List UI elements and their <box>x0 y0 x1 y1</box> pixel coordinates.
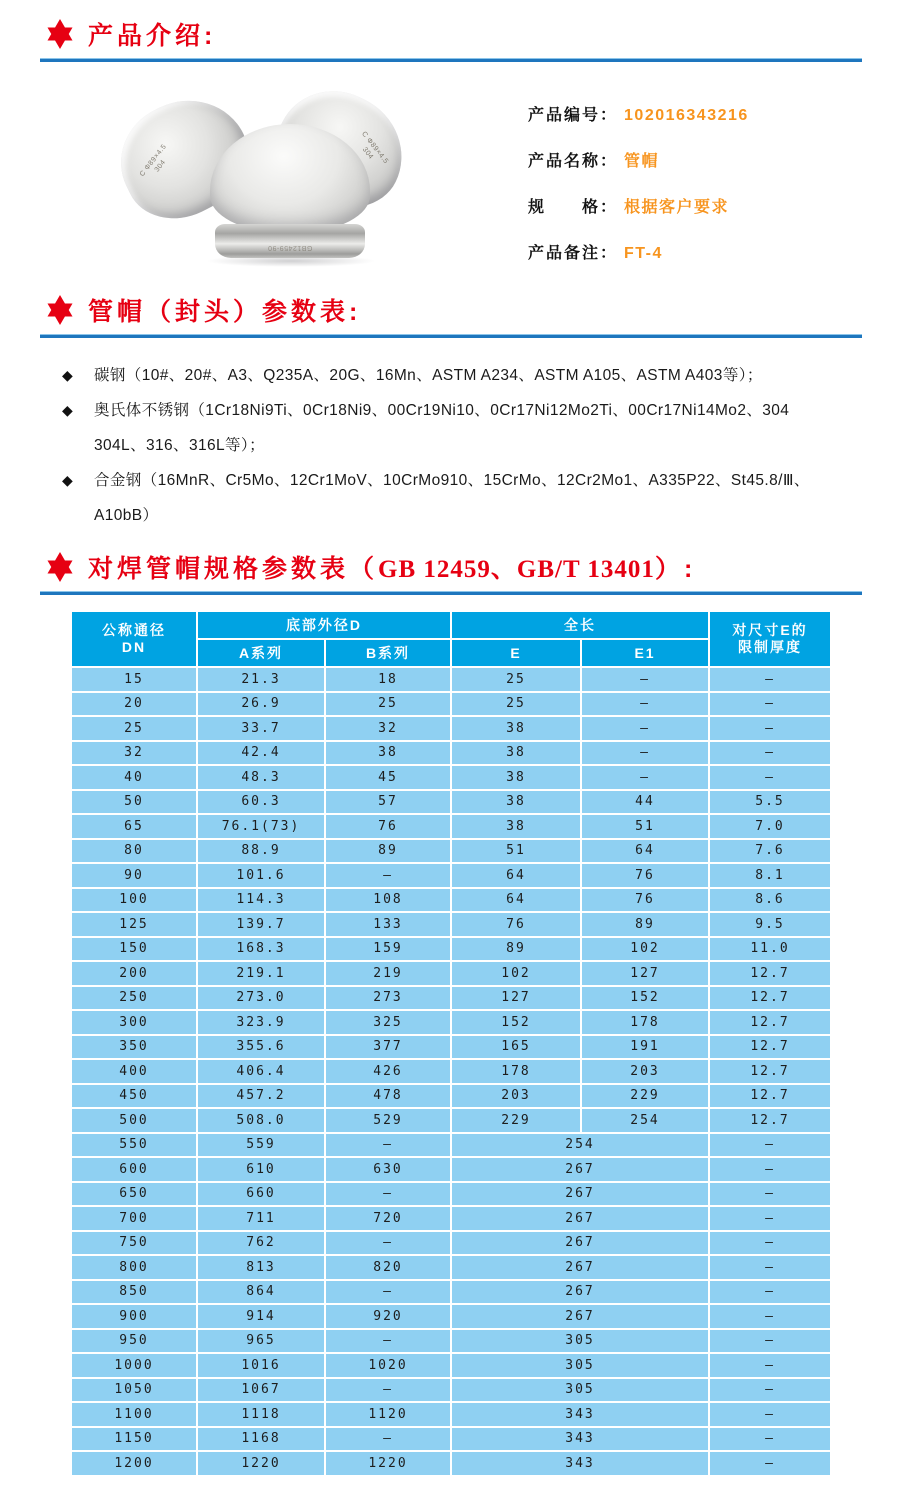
material-bullet-list <box>60 358 870 533</box>
table-cell: 1200 <box>71 1451 197 1476</box>
table-cell: 20 <box>71 692 197 717</box>
table-cell: – <box>709 1353 831 1378</box>
table-cell: 89 <box>325 839 451 864</box>
field-value: 根据客户要求 <box>624 199 730 216</box>
table-cell: 229 <box>581 1084 709 1109</box>
table-cell: – <box>325 1427 451 1452</box>
table-row <box>71 1157 831 1182</box>
table-cell: 88.9 <box>197 839 325 864</box>
product-info-row <box>528 240 749 262</box>
table-row <box>71 790 831 815</box>
table-row <box>71 814 831 839</box>
table-cell: 1050 <box>71 1378 197 1403</box>
table-row <box>71 1427 831 1452</box>
table-cell: 323.9 <box>197 1010 325 1035</box>
table-cell: 50 <box>71 790 197 815</box>
table-row <box>71 1402 831 1427</box>
table-cell: 478 <box>325 1084 451 1109</box>
table-cell: 45 <box>325 765 451 790</box>
bullet-line: 304L、316、316L等）； <box>94 437 265 454</box>
table-cell: 377 <box>325 1035 451 1060</box>
table-cell: 762 <box>197 1231 325 1256</box>
spec-table <box>70 610 832 1477</box>
col-header-dn: 公称通径 DN <box>71 611 197 667</box>
table-cell: 1067 <box>197 1378 325 1403</box>
table-row <box>71 765 831 790</box>
table-cell: 152 <box>581 986 709 1011</box>
table-cell: 40 <box>71 765 197 790</box>
col-header-e: E <box>451 639 581 667</box>
table-cell: 51 <box>451 839 581 864</box>
bullet-line: 合金钢（16MnR、Cr5Mo、12Cr1MoV、10CrMo910、15CrMo、12Cr2Mo1、A335P22、St45.8/Ⅲ、 <box>94 472 810 489</box>
table-cell: 850 <box>71 1280 197 1305</box>
table-cell: 76 <box>581 888 709 913</box>
table-cell: 42.4 <box>197 741 325 766</box>
section-divider <box>40 591 862 595</box>
table-cell: – <box>709 765 831 790</box>
table-cell: 920 <box>325 1304 451 1329</box>
table-cell: 64 <box>451 888 581 913</box>
table-cell: 350 <box>71 1035 197 1060</box>
material-bullet <box>60 358 870 393</box>
table-cell: 25 <box>451 667 581 692</box>
table-cell: 26.9 <box>197 692 325 717</box>
table-row <box>71 1353 831 1378</box>
table-cell: 219 <box>325 961 451 986</box>
table-cell: 90 <box>71 863 197 888</box>
table-row <box>71 1451 831 1476</box>
table-row <box>71 667 831 692</box>
table-cell: 450 <box>71 1084 197 1109</box>
table-cell: 610 <box>197 1157 325 1182</box>
table-cell: 64 <box>581 839 709 864</box>
table-cell: 127 <box>451 986 581 1011</box>
table-cell: 273.0 <box>197 986 325 1011</box>
table-cell: 914 <box>197 1304 325 1329</box>
table-cell: 38 <box>451 790 581 815</box>
cap-marking: GB12459-90 <box>267 244 313 251</box>
cap-marking: C Φ89×4.5 304 <box>138 143 169 179</box>
star-icon <box>44 551 76 583</box>
table-row <box>71 1084 831 1109</box>
table-cell: 950 <box>71 1329 197 1354</box>
table-cell: 38 <box>451 716 581 741</box>
material-bullet <box>60 463 870 533</box>
table-cell: 25 <box>325 692 451 717</box>
table-cell: – <box>325 1133 451 1158</box>
table-row <box>71 1108 831 1133</box>
table-cell: 12.7 <box>709 961 831 986</box>
table-cell: 550 <box>71 1133 197 1158</box>
bullet-line: 碳钢（10#、20#、A3、Q235A、20G、16Mn、ASTM A234、ASTM A105、ASTM A403等）； <box>94 367 763 384</box>
table-cell: 203 <box>451 1084 581 1109</box>
table-cell: – <box>709 716 831 741</box>
table-cell: 76 <box>581 863 709 888</box>
table-cell: 178 <box>451 1059 581 1084</box>
table-cell: 267 <box>451 1206 709 1231</box>
table-row <box>71 863 831 888</box>
table-cell: 700 <box>71 1206 197 1231</box>
table-cell: 219.1 <box>197 961 325 986</box>
table-cell: 267 <box>451 1157 709 1182</box>
table-row <box>71 839 831 864</box>
table-cell: 12.7 <box>709 1108 831 1133</box>
table-cell: 38 <box>451 741 581 766</box>
table-row <box>71 741 831 766</box>
table-cell: 267 <box>451 1182 709 1207</box>
table-cell: 33.7 <box>197 716 325 741</box>
field-label: 规 格： <box>528 199 619 216</box>
table-cell: 660 <box>197 1182 325 1207</box>
col-header-a-series: A系列 <box>197 639 325 667</box>
table-cell: – <box>581 716 709 741</box>
field-label: 产品名称： <box>528 153 619 170</box>
table-cell: 150 <box>71 937 197 962</box>
table-cell: 406.4 <box>197 1059 325 1084</box>
field-value: 管帽 <box>624 153 660 170</box>
table-cell: 9.5 <box>709 912 831 937</box>
table-cell: 254 <box>451 1133 709 1158</box>
table-cell: 1220 <box>325 1451 451 1476</box>
table-cell: 343 <box>451 1427 709 1452</box>
section-spec-title: 对焊管帽规格参数表（GB 12459、GB/T 13401）: <box>88 555 697 583</box>
table-cell: – <box>709 1451 831 1476</box>
table-cell: 12.7 <box>709 1035 831 1060</box>
table-cell: 1000 <box>71 1353 197 1378</box>
table-cell: 152 <box>451 1010 581 1035</box>
table-cell: – <box>325 1182 451 1207</box>
product-info <box>528 102 749 286</box>
table-row <box>71 1378 831 1403</box>
table-cell: 559 <box>197 1133 325 1158</box>
star-icon <box>44 18 76 50</box>
table-cell: – <box>709 1206 831 1231</box>
table-cell: 508.0 <box>197 1108 325 1133</box>
table-cell: 15 <box>71 667 197 692</box>
table-cell: 11.0 <box>709 937 831 962</box>
table-cell: – <box>709 1402 831 1427</box>
pipe-cap-center <box>210 124 370 258</box>
table-cell: – <box>325 863 451 888</box>
table-cell: 1020 <box>325 1353 451 1378</box>
table-cell: – <box>581 692 709 717</box>
diamond-bullet-icon: ◆ <box>62 367 74 383</box>
table-cell: – <box>709 1231 831 1256</box>
section-intro-header <box>44 16 909 52</box>
col-header-length: 全长 <box>451 611 709 639</box>
table-row <box>71 1133 831 1158</box>
table-cell: 178 <box>581 1010 709 1035</box>
table-cell: 1118 <box>197 1402 325 1427</box>
table-row <box>71 986 831 1011</box>
table-cell: 12.7 <box>709 1010 831 1035</box>
table-cell: 1016 <box>197 1353 325 1378</box>
table-cell: 64 <box>451 863 581 888</box>
table-cell: 273 <box>325 986 451 1011</box>
table-cell: 820 <box>325 1255 451 1280</box>
col-header-e1: E1 <box>581 639 709 667</box>
table-cell: 139.7 <box>197 912 325 937</box>
product-info-row <box>528 148 749 170</box>
table-cell: 965 <box>197 1329 325 1354</box>
table-cell: – <box>709 692 831 717</box>
table-cell: 720 <box>325 1206 451 1231</box>
section-intro-title: 产品介绍: <box>88 22 217 50</box>
table-cell: 1150 <box>71 1427 197 1452</box>
table-cell: – <box>581 741 709 766</box>
section-spec-header <box>44 549 909 585</box>
table-cell: 343 <box>451 1451 709 1476</box>
table-cell: 127 <box>581 961 709 986</box>
table-row <box>71 1231 831 1256</box>
table-cell: 108 <box>325 888 451 913</box>
table-cell: 457.2 <box>197 1084 325 1109</box>
table-cell: – <box>325 1329 451 1354</box>
table-cell: – <box>709 1304 831 1329</box>
col-header-limit: 对尺寸E的 限制厚度 <box>709 611 831 667</box>
table-cell: 1220 <box>197 1451 325 1476</box>
table-cell: – <box>581 765 709 790</box>
table-cell: 5.5 <box>709 790 831 815</box>
table-cell: 60.3 <box>197 790 325 815</box>
table-row <box>71 912 831 937</box>
field-value: FT-4 <box>624 245 663 262</box>
table-cell: 7.0 <box>709 814 831 839</box>
bullet-line: A10bB） <box>94 507 159 524</box>
section-material-title: 管帽（封头）参数表: <box>88 298 362 326</box>
table-cell: 18 <box>325 667 451 692</box>
table-cell: 76 <box>325 814 451 839</box>
table-row <box>71 716 831 741</box>
table-cell: 254 <box>581 1108 709 1133</box>
table-cell: 355.6 <box>197 1035 325 1060</box>
table-cell: 159 <box>325 937 451 962</box>
table-cell: 267 <box>451 1280 709 1305</box>
table-row <box>71 937 831 962</box>
table-row <box>71 1280 831 1305</box>
table-cell: 32 <box>325 716 451 741</box>
table-cell: 133 <box>325 912 451 937</box>
table-cell: – <box>709 1427 831 1452</box>
table-cell: – <box>709 1255 831 1280</box>
table-cell: 1168 <box>197 1427 325 1452</box>
table-cell: – <box>709 1329 831 1354</box>
table-cell: 76 <box>451 912 581 937</box>
table-cell: – <box>581 667 709 692</box>
table-row <box>71 1010 831 1035</box>
star-icon <box>44 294 76 326</box>
table-cell: – <box>709 1378 831 1403</box>
table-row <box>71 961 831 986</box>
table-cell: – <box>709 667 831 692</box>
table-cell: 200 <box>71 961 197 986</box>
diamond-bullet-icon: ◆ <box>62 402 74 418</box>
table-cell: 102 <box>581 937 709 962</box>
intro-block <box>0 62 909 276</box>
table-cell: 8.6 <box>709 888 831 913</box>
table-cell: 250 <box>71 986 197 1011</box>
table-cell: 400 <box>71 1059 197 1084</box>
table-cell: 125 <box>71 912 197 937</box>
material-bullet <box>60 393 870 463</box>
table-cell: 89 <box>581 912 709 937</box>
table-cell: 711 <box>197 1206 325 1231</box>
table-cell: – <box>709 1133 831 1158</box>
table-row <box>71 1182 831 1207</box>
table-cell: 191 <box>581 1035 709 1060</box>
table-cell: 65 <box>71 814 197 839</box>
table-cell: – <box>709 741 831 766</box>
table-cell: 650 <box>71 1182 197 1207</box>
table-cell: – <box>709 1157 831 1182</box>
section-divider <box>40 334 862 338</box>
table-cell: 101.6 <box>197 863 325 888</box>
table-cell: 38 <box>325 741 451 766</box>
table-cell: 12.7 <box>709 1084 831 1109</box>
table-cell: 32 <box>71 741 197 766</box>
table-cell: 102 <box>451 961 581 986</box>
table-cell: 8.1 <box>709 863 831 888</box>
table-cell: 51 <box>581 814 709 839</box>
table-cell: 229 <box>451 1108 581 1133</box>
table-cell: 750 <box>71 1231 197 1256</box>
table-cell: – <box>709 1182 831 1207</box>
product-photo <box>122 88 402 263</box>
table-cell: 267 <box>451 1255 709 1280</box>
table-cell: 300 <box>71 1010 197 1035</box>
field-label: 产品备注： <box>528 245 619 262</box>
diamond-bullet-icon: ◆ <box>62 472 74 488</box>
table-cell: 25 <box>451 692 581 717</box>
table-cell: 44 <box>581 790 709 815</box>
table-cell: 7.6 <box>709 839 831 864</box>
table-cell: 426 <box>325 1059 451 1084</box>
table-cell: 12.7 <box>709 986 831 1011</box>
table-row <box>71 1206 831 1231</box>
table-cell: 500 <box>71 1108 197 1133</box>
table-row <box>71 1329 831 1354</box>
cap-dome <box>210 124 370 232</box>
table-cell: 900 <box>71 1304 197 1329</box>
table-cell: 305 <box>451 1378 709 1403</box>
table-row <box>71 1304 831 1329</box>
table-cell: 267 <box>451 1231 709 1256</box>
table-row <box>71 692 831 717</box>
table-cell: 203 <box>581 1059 709 1084</box>
bullet-line: 奥氏体不锈钢（1Cr18Ni9Ti、0Cr18Ni9、00Cr19Ni10、0Cr17Ni12Mo2Ti、00Cr17Ni14Mo2、304 <box>94 402 790 419</box>
product-info-row <box>528 102 749 124</box>
table-row <box>71 1059 831 1084</box>
field-value: 102016343216 <box>624 107 749 124</box>
table-cell: 48.3 <box>197 765 325 790</box>
spec-table-body <box>71 667 831 1476</box>
table-cell: 165 <box>451 1035 581 1060</box>
table-cell: 800 <box>71 1255 197 1280</box>
table-cell: 80 <box>71 839 197 864</box>
table-cell: 813 <box>197 1255 325 1280</box>
table-cell: – <box>709 1280 831 1305</box>
field-label: 产品编号： <box>528 107 619 124</box>
table-cell: 25 <box>71 716 197 741</box>
table-row <box>71 1255 831 1280</box>
section-material-header <box>44 292 909 328</box>
table-row <box>71 888 831 913</box>
table-cell: – <box>325 1378 451 1403</box>
table-cell: 305 <box>451 1353 709 1378</box>
table-cell: 529 <box>325 1108 451 1133</box>
table-row <box>71 1035 831 1060</box>
table-cell: 325 <box>325 1010 451 1035</box>
table-cell: 12.7 <box>709 1059 831 1084</box>
table-cell: 864 <box>197 1280 325 1305</box>
table-cell: 600 <box>71 1157 197 1182</box>
table-cell: 38 <box>451 814 581 839</box>
table-cell: 630 <box>325 1157 451 1182</box>
cap-rim <box>215 224 365 258</box>
table-cell: 305 <box>451 1329 709 1354</box>
col-header-b-series: B系列 <box>325 639 451 667</box>
table-cell: 57 <box>325 790 451 815</box>
product-info-row <box>528 194 749 216</box>
table-cell: 89 <box>451 937 581 962</box>
table-cell: 343 <box>451 1402 709 1427</box>
table-cell: 168.3 <box>197 937 325 962</box>
table-cell: – <box>325 1280 451 1305</box>
col-header-bottom-od: 底部外径D <box>197 611 451 639</box>
spec-table-head <box>71 611 831 667</box>
table-cell: 100 <box>71 888 197 913</box>
table-cell: 1100 <box>71 1402 197 1427</box>
table-cell: 1120 <box>325 1402 451 1427</box>
table-cell: 21.3 <box>197 667 325 692</box>
cap-marking: C Φ89×4.5 304 <box>360 130 390 166</box>
table-cell: 38 <box>451 765 581 790</box>
table-cell: 267 <box>451 1304 709 1329</box>
table-cell: – <box>325 1231 451 1256</box>
table-cell: 76.1(73) <box>197 814 325 839</box>
table-cell: 114.3 <box>197 888 325 913</box>
